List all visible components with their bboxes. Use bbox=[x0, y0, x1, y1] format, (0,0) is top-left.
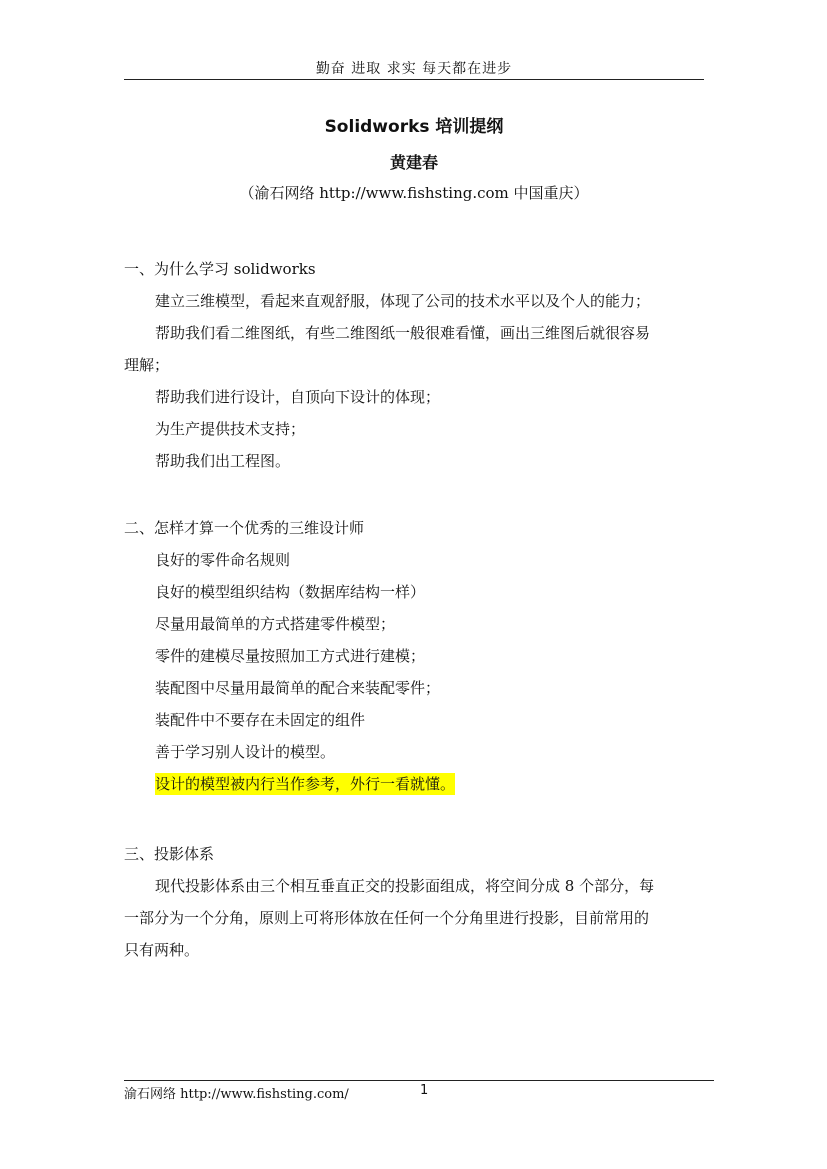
list-item: 良好的零件命名规则 bbox=[155, 551, 291, 569]
section-heading: 一、为什么学习 solidworks bbox=[124, 260, 316, 278]
section-heading: 二、怎样才算一个优秀的三维设计师 bbox=[124, 519, 365, 537]
list-item: 装配图中尽量用最简单的配合来装配零件； bbox=[155, 679, 441, 697]
list-item: 装配件中不要存在未固定的组件 bbox=[155, 711, 366, 729]
list-item: 建立三维模型，看起来直观舒服，体现了公司的技术水平以及个人的能力； bbox=[155, 292, 651, 310]
section-why-learn bbox=[124, 253, 704, 477]
list-item: 善于学习别人设计的模型。 bbox=[155, 743, 336, 761]
list-item-continuation: 理解； bbox=[124, 356, 170, 374]
footer-site: 渝石网络 http://www.fishsting.com/ bbox=[124, 1087, 349, 1102]
header-divider bbox=[124, 79, 704, 80]
document-title: Solidworks 培训提纲 bbox=[324, 117, 504, 137]
paragraph-line: 只有两种。 bbox=[124, 941, 200, 959]
list-item: 帮助我们进行设计，自顶向下设计的体现； bbox=[155, 388, 441, 406]
section-good-designer bbox=[124, 512, 704, 800]
highlighted-text: 设计的模型被内行当作参考，外行一看就懂。 bbox=[155, 775, 456, 793]
header-motto: 勤奋 进取 求实 每天都在进步 bbox=[315, 61, 513, 77]
list-item: 零件的建模尽量按照加工方式进行建模； bbox=[155, 647, 426, 665]
page-number: 1 bbox=[420, 1083, 429, 1098]
footer-divider bbox=[124, 1080, 714, 1081]
list-item: 为生产提供技术支持； bbox=[155, 420, 306, 438]
paragraph-line: 现代投影体系由三个相互垂直正交的投影面组成，将空间分成 8 个部分，每 bbox=[155, 877, 655, 895]
author-affiliation: （渝石网络 http://www.fishsting.com 中国重庆） bbox=[239, 184, 589, 202]
list-item: 尽量用最简单的方式搭建零件模型； bbox=[155, 615, 396, 633]
paragraph-line: 一部分为一个分角，原则上可将形体放在任何一个分角里进行投影，目前常用的 bbox=[124, 909, 650, 927]
author-name: 黄建春 bbox=[389, 153, 438, 172]
list-item: 良好的模型组织结构（数据库结构一样） bbox=[155, 583, 426, 601]
section-projection-system bbox=[124, 838, 704, 966]
list-item-highlighted bbox=[124, 768, 704, 800]
list-item: 帮助我们出工程图。 bbox=[155, 452, 291, 470]
section-heading: 三、投影体系 bbox=[124, 845, 215, 863]
list-item: 帮助我们看二维图纸，有些二维图纸一般很难看懂，画出三维图后就很容易 bbox=[155, 324, 651, 342]
